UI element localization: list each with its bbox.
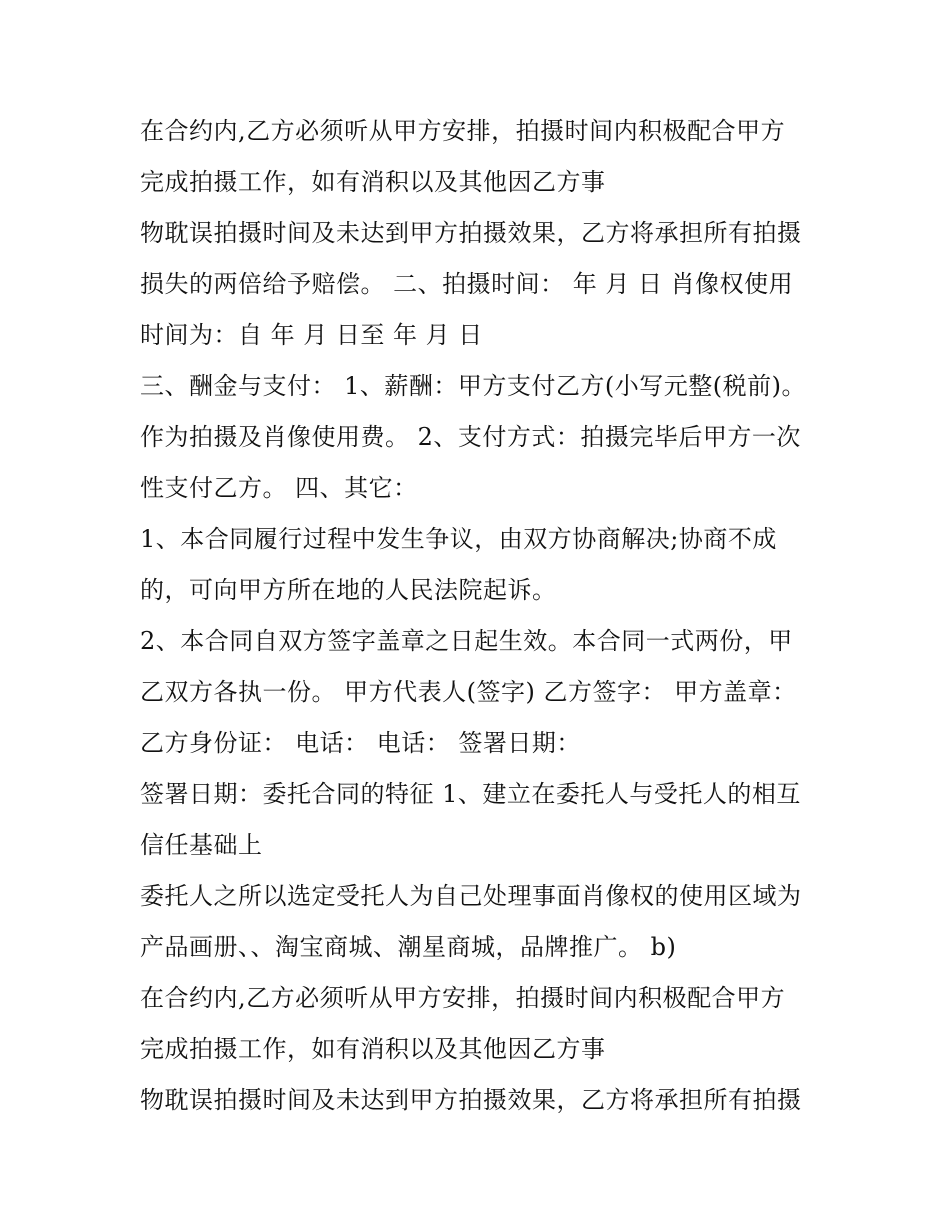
text-line-16: 委托人之所以选定受托人为自己处理事面肖像权的使用区域为 [140, 882, 802, 910]
text-line-1: 在合约内,乙方必须听从甲方安排，拍摄时间内积极配合甲方 [140, 117, 786, 145]
text-line-9: 1、本合同履行过程中发生争议，由双方协商解决;协商不成 [140, 525, 777, 553]
text-line-8: 性支付乙方。 四、其它： [140, 474, 418, 502]
text-line-6: 三、酬金与支付： 1、薪酬：甲方支付乙方(小写元整(税前)。 [140, 372, 806, 400]
text-line-20: 物耽误拍摄时间及未达到甲方拍摄效果，乙方将承担所有拍摄 [140, 1086, 802, 1114]
text-line-13: 乙方身份证： 电话： 电话： 签署日期： [140, 729, 581, 757]
text-line-3: 物耽误拍摄时间及未达到甲方拍摄效果，乙方将承担所有拍摄 [140, 219, 802, 247]
text-line-2: 完成拍摄工作，如有消积以及其他因乙方事 [140, 168, 606, 196]
text-line-17: 产品画册、、淘宝商城、潮星商城，品牌推广。 b) [140, 933, 677, 961]
text-line-5: 时间为：自 年 月 日至 年 月 日 [140, 321, 483, 349]
contract-text [140, 106, 840, 1126]
text-line-14: 签署日期：委托合同的特征 1、建立在委托人与受托人的相互 [140, 780, 801, 808]
text-line-15: 信任基础上 [140, 831, 263, 859]
text-line-18: 在合约内,乙方必须听从甲方安排，拍摄时间内积极配合甲方 [140, 984, 786, 1012]
text-line-10: 的，可向甲方所在地的人民法院起诉。 [140, 576, 557, 604]
text-line-11: 2、本合同自双方签字盖章之日起生效。本合同一式两份，甲 [140, 627, 793, 655]
text-line-19: 完成拍摄工作，如有消积以及其他因乙方事 [140, 1035, 606, 1063]
text-line-4: 损失的两倍给予赔偿。 二、拍摄时间： 年 月 日 肖像权使用 [140, 270, 794, 298]
text-line-7: 作为拍摄及肖像使用费。 2、支付方式：拍摄完毕后甲方一次 [140, 423, 801, 451]
text-line-12: 乙双方各执一份。 甲方代表人(签字) 乙方签字： 甲方盖章： [140, 678, 797, 706]
